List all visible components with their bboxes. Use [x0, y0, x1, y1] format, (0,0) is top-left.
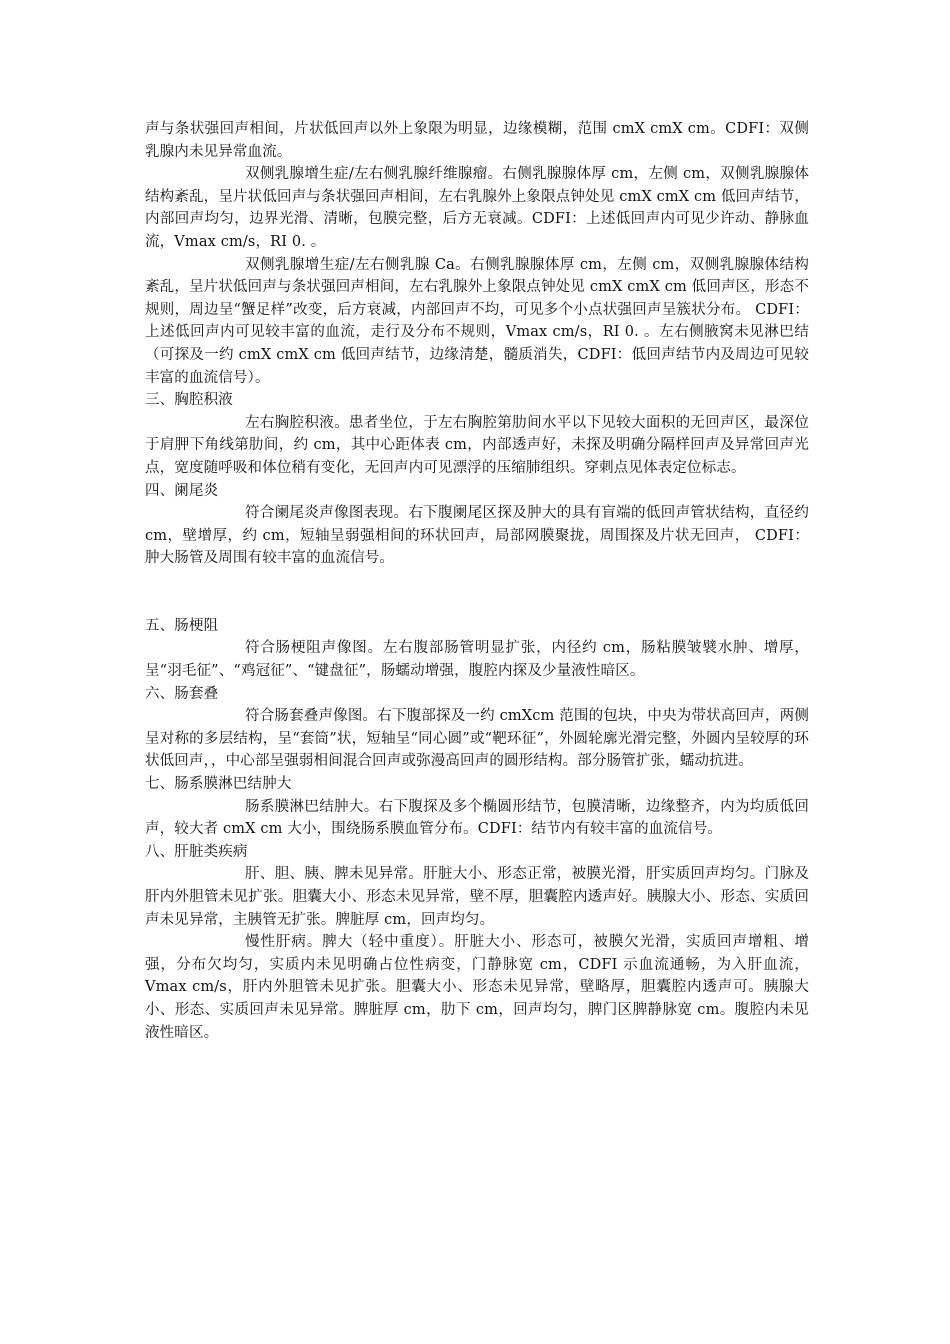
- paragraph-appendicitis: 符合阑尾炎声像图表现。右下腹阑尾区探及肿大的具有盲端的低回声管状结构，直径约 cm，壁增厚，约 cm，短轴呈弱强相间的环状回声，局部网膜聚拢，周围探及片状无回声， CDFI：肿大肠管及周围有较丰富的血流信号。: [145, 505, 809, 567]
- heading-intestinal-obstruction: 五、肠梗阻: [145, 617, 219, 634]
- paragraph-intestinal-obstruction: 符合肠梗阻声像图。左右腹部肠管明显扩张，内径约 cm，肠粘膜皱襞水肿、增厚，呈“羽毛征”、“鸡冠征”、“键盘征”，肠蠕动增强，腹腔内探及少量液性暗区。: [145, 640, 809, 680]
- paragraph-pleural-effusion: 左右胸腔积液。患者坐位，于左右胸腔第肋间水平以下见较大面积的无回声区，最深位于肩胛下角线第肋间，约 cm，其中心距体表 cm，内部透声好，未探及明确分隔样回声及异常回声光点，宽度随呼吸和体位稍有变化，无回声内可见漂浮的压缩肺组织。穿刺点见体表定位标志。: [145, 414, 809, 476]
- paragraph-liver-normal: 肝、胆、胰、脾未见异常。肝脏大小、形态正常，被膜光滑，肝实质回声均匀。门脉及肝内外胆管未见扩张。胆囊大小、形态未见异常，壁不厚，胆囊腔内透声好。胰腺大小、形态、实质回声未见异常，主胰管无扩张。脾脏厚 cm，回声均匀。: [145, 866, 809, 928]
- paragraph-intussusception: 符合肠套叠声像图。右下腹部探及一约 cmXcm 范围的包块，中央为带状高回声，两侧呈对称的多层结构，呈“套筒”状，短轴呈“同心圆”或“靶环征”，外圆轮廓光滑完整，外圆内呈较厚的环状低回声，，中心部呈强弱相间混合回声或弥漫高回声的圆形结构。部分肠管扩张，蠕动抗进。: [145, 708, 809, 770]
- paragraph-chronic-liver-disease: 慢性肝病。脾大（轻中重度）。肝脏大小、形态可，被膜欠光滑，实质回声增粗、增强，分布欠均匀，实质内未见明确占位性病变，门静脉宽 cm，CDFI 示血流通畅，为入肝血流，Vmax cm/s，肝内外胆管未见扩张。胆囊大小、形态未见异常，壁略厚，胆囊腔内透声可。胰腺大小、形态、实质回声未见异常。脾脏厚 cm，肋下 cm，回声均匀，脾门区脾静脉宽 cm。腹腔内未见液性暗区。: [145, 934, 809, 1041]
- heading-liver-diseases: 八、肝脏类疾病: [145, 843, 248, 860]
- paragraph-mesenteric-lymphadenopathy: 肠系膜淋巴结肿大。右下腹探及多个椭圆形结节，包膜清晰，边缘整齐，内为均质低回声，较大者 cmX cm 大小，围绕肠系膜血管分布。CDFI：结节内有较丰富的血流信号。: [145, 798, 809, 838]
- paragraph-breast-ca: 双侧乳腺增生症/左右侧乳腺 Ca。右侧乳腺腺体厚 cm，左侧 cm，双侧乳腺腺体结构紊乱，呈片状低回声与条状强回声相间，左右乳腺外上象限点钟处见 cmX cmX cm 低回声区，形态不规则，周边呈“蟹足样”改变，后方衰减，内部回声不均，可见多个小点状强回声呈簇状分布。 CDFI：上述低回声内可见较丰富的血流，走行及分布不规则，Vmax cm/s，RI 0. 。左右侧腋窝未见淋巴结（可探及一约 cmX cmX cm 低回声结节，边缘清楚，髓质消失，CDFI：低回声结节内及周边可见较丰富的血流信号）。: [145, 256, 809, 386]
- section-gap: [145, 570, 809, 615]
- paragraph-breast-fibroadenoma: 双侧乳腺增生症/左右侧乳腺纤维腺瘤。右侧乳腺腺体厚 cm，左侧 cm，双侧乳腺腺体结构紊乱，呈片状低回声与条状强回声相间，左右乳腺外上象限点钟处见 cmX cmX cm 低回声结节，内部回声均匀，边界光滑、清晰，包膜完整，后方无衰减。CDFI：上述低回声内可见少许动、静脉血流，Vmax cm/s，RI 0. 。: [145, 166, 809, 250]
- heading-mesenteric-lymphadenopathy: 七、肠系膜淋巴结肿大: [145, 776, 292, 793]
- document-page: [145, 118, 809, 1044]
- paragraph-breast-continued: 声与条状强回声相间，片状低回声以外上象限为明显，边缘模糊，范围 cmX cmX cm。CDFI：双侧乳腺内未见异常血流。: [145, 121, 809, 160]
- heading-pleural-effusion: 三、胸腔积液: [145, 392, 233, 409]
- heading-appendicitis: 四、阑尾炎: [145, 482, 219, 499]
- heading-intussusception: 六、肠套叠: [145, 685, 219, 702]
